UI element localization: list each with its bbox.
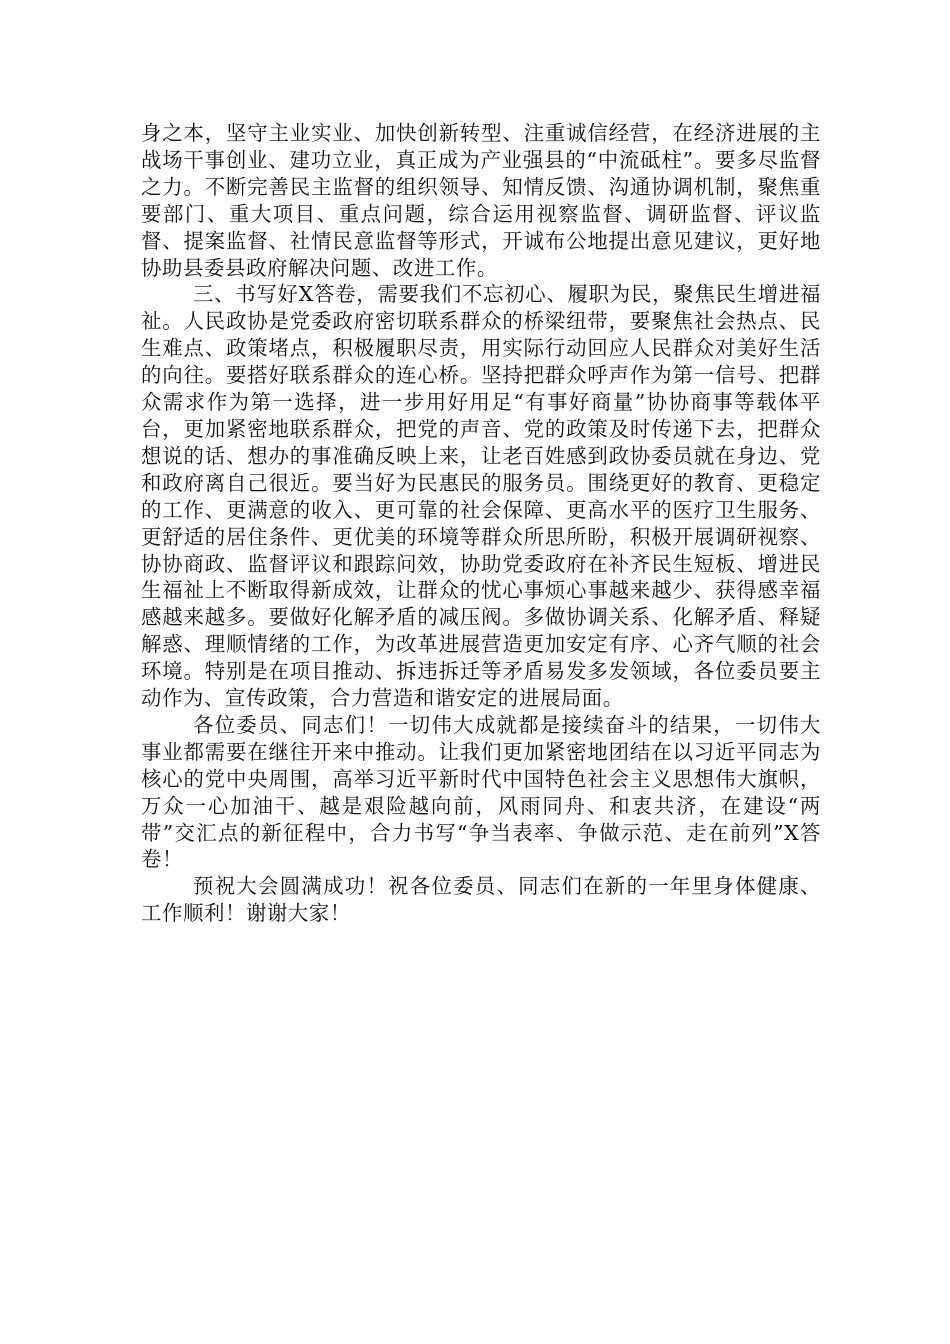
paragraph-section-three: 三、书写好X答卷，需要我们不忘初心、履职为民，聚焦民生增进福祉。人民政协是党委政府密切联系群众的桥梁纽带，要聚焦社会热点、民生难点、政策堵点，积极履职尽责，用实际行动回应人民群众对美好生活的向往。要搭好联系群众的连心桥。坚持把群众呼声作为第一信号、把群众需求作为第一选择，进一步用好用足“有事好商量”协协商事等载体平台，更加紧密地联系群众，把党的声音、党的政策及时传递下去，把群众想说的话、想办的事准确反映上来，让老百姓感到政协委员就在身边、党和政府离自己很近。要当好为民惠民的服务员。围绕更好的教育、更稳定的工作、更满意的收入、更可靠的社会保障、更高水平的医疗卫生服务、更舒适的居住条件、更优美的环境等群众所思所盼，积极开展调研视察、协协商政、监督评议和跟踪问效，协助党委政府在补齐民生短板、增进民生福祉上不断取得新成效，让群众的忧心事烦心事越来越少、获得感幸福感越来越多。要做好化解矛盾的减压阀。多做协调关系、化解矛盾、释疑解惑、理顺情绪的工作，为改革进展营造更加安定有序、心齐气顺的社会环境。特别是在项目推动、拆违拆迁等矛盾易发多发领域，各位委员要主动作为、宣传政策，合力营造和谐安定的进展局面。: [141, 282, 821, 711]
paragraph-closing-call: 各位委员、同志们！一切伟大成就都是接续奋斗的结果，一切伟大事业都需要在继往开来中推动。让我们更加紧密地团结在以习近平同志为核心的党中央周围，高举习近平新时代中国特色社会主义思想伟大旗帜，万众一心加油干、越是艰险越向前，风雨同舟、和衷共济，在建设“两带”交汇点的新征程中，合力书写“争当表率、争做示范、走在前列”X答卷！: [141, 712, 821, 872]
paragraph-closing-wishes: 预祝大会圆满成功！祝各位委员、同志们在新的一年里身体健康、工作顺利！谢谢大家！: [141, 874, 821, 926]
paragraph-continuation: 身之本，坚守主业实业、加快创新转型、注重诚信经营，在经济进展的主战场干事创业、建功立业，真正成为产业强县的“中流砥柱”。要多尽监督之力。不断完善民主监督的组织领导、知情反馈、沟通协调机制，聚焦重要部门、重大项目、重点问题，综合运用视察监督、调研监督、评议监督、提案监督、社情民意监督等形式，开诚布公地提出意见建议，更好地协助县委县政府解决问题、改进工作。: [141, 121, 821, 280]
document-body: [141, 120, 821, 927]
